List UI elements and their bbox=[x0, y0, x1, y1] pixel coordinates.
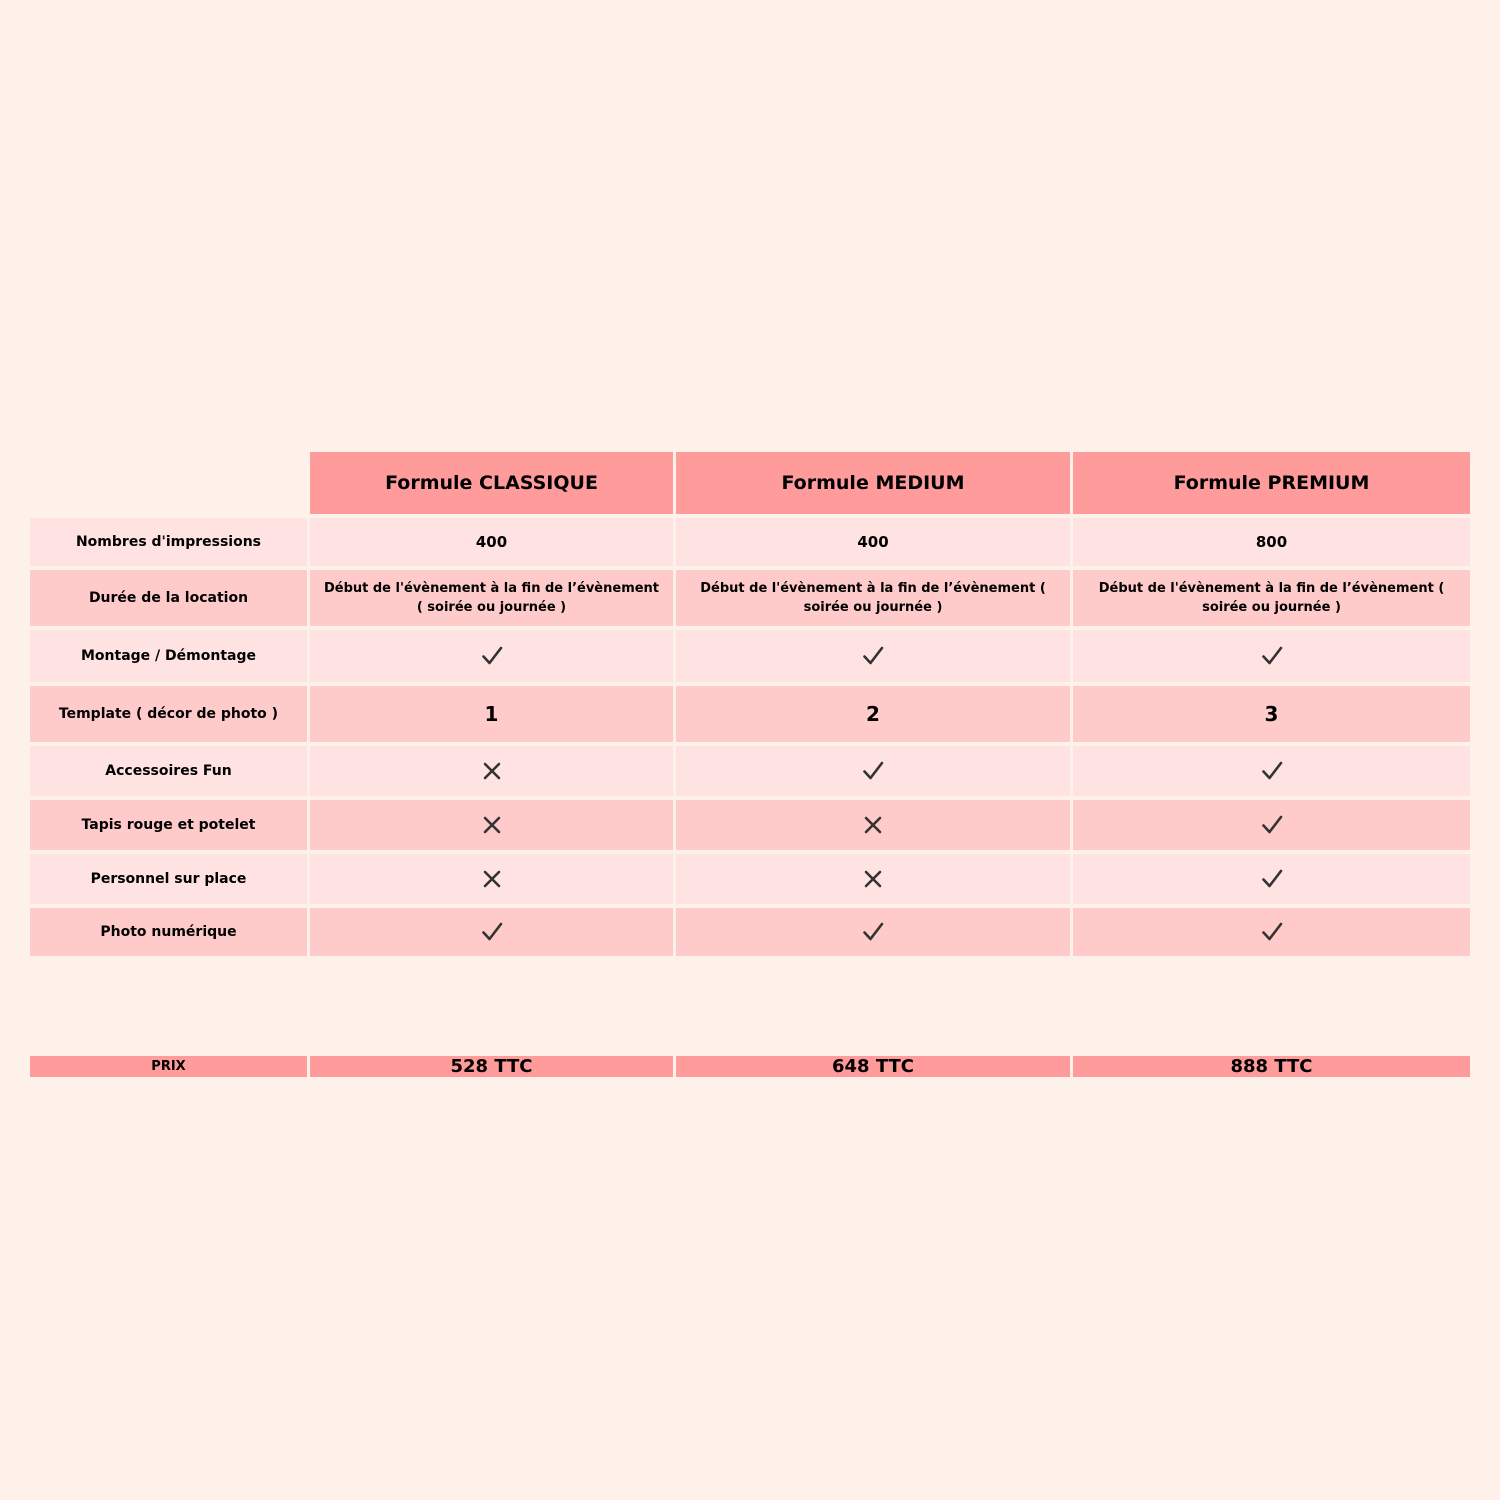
check-icon bbox=[1073, 746, 1470, 796]
row-label-tapis: Tapis rouge et potelet bbox=[30, 800, 307, 850]
price-medium: 648 TTC bbox=[676, 1056, 1070, 1077]
check-icon bbox=[310, 908, 673, 956]
template-classique: 1 bbox=[310, 686, 673, 742]
spacer-cell bbox=[676, 960, 1070, 1052]
impressions-medium: 400 bbox=[676, 518, 1070, 566]
check-icon bbox=[676, 630, 1070, 682]
check-icon bbox=[1073, 908, 1470, 956]
spacer-cell bbox=[30, 960, 307, 1052]
impressions-premium: 800 bbox=[1073, 518, 1470, 566]
row-label-montage: Montage / Démontage bbox=[30, 630, 307, 682]
check-icon bbox=[1073, 854, 1470, 904]
price-premium: 888 TTC bbox=[1073, 1056, 1470, 1077]
check-icon bbox=[310, 630, 673, 682]
cross-icon bbox=[676, 800, 1070, 850]
row-label-accessoires: Accessoires Fun bbox=[30, 746, 307, 796]
cross-icon bbox=[310, 746, 673, 796]
check-icon bbox=[1073, 630, 1470, 682]
duree-premium: Début de l'évènement à la fin de l’évènement ( soirée ou journée ) bbox=[1073, 570, 1470, 626]
row-label-duree: Durée de la location bbox=[30, 570, 307, 626]
column-header-premium: Formule PREMIUM bbox=[1073, 452, 1470, 514]
header-empty-cell bbox=[30, 452, 307, 514]
impressions-classique: 400 bbox=[310, 518, 673, 566]
spacer-cell bbox=[1073, 960, 1470, 1052]
check-icon bbox=[1073, 800, 1470, 850]
row-label-impressions: Nombres d'impressions bbox=[30, 518, 307, 566]
template-medium: 2 bbox=[676, 686, 1070, 742]
duree-classique: Début de l'évènement à la fin de l’évènement ( soirée ou journée ) bbox=[310, 570, 673, 626]
column-header-medium: Formule MEDIUM bbox=[676, 452, 1070, 514]
duree-medium: Début de l'évènement à la fin de l’évènement ( soirée ou journée ) bbox=[676, 570, 1070, 626]
price-classique: 528 TTC bbox=[310, 1056, 673, 1077]
row-label-template: Template ( décor de photo ) bbox=[30, 686, 307, 742]
check-icon bbox=[676, 908, 1070, 956]
row-label-personnel: Personnel sur place bbox=[30, 854, 307, 904]
cross-icon bbox=[310, 800, 673, 850]
cross-icon bbox=[310, 854, 673, 904]
check-icon bbox=[676, 746, 1070, 796]
cross-icon bbox=[676, 854, 1070, 904]
template-premium: 3 bbox=[1073, 686, 1470, 742]
row-label-prix: PRIX bbox=[30, 1056, 307, 1077]
pricing-table bbox=[30, 452, 1470, 1077]
column-header-classique: Formule CLASSIQUE bbox=[310, 452, 673, 514]
spacer-cell bbox=[310, 960, 673, 1052]
row-label-photo: Photo numérique bbox=[30, 908, 307, 956]
